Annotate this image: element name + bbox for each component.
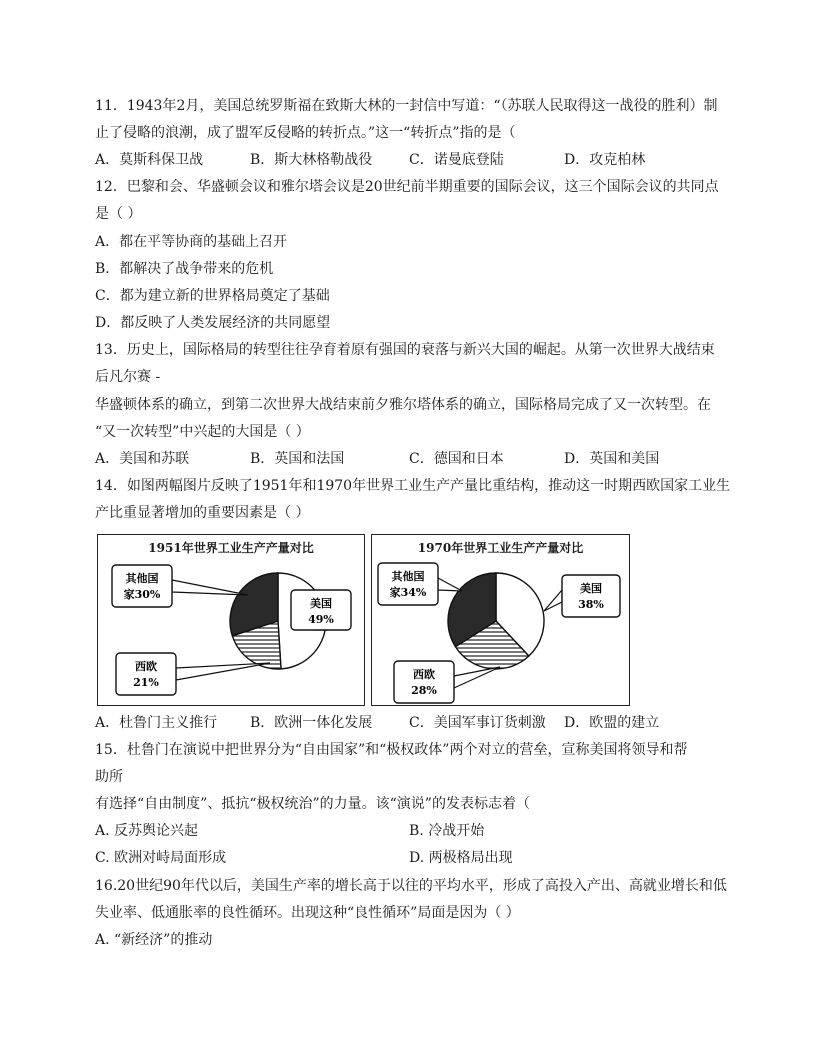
callout-value-usa: 38% — [578, 598, 604, 611]
q14-option-a: A．杜鲁门主义推行 — [95, 715, 218, 731]
q11-stem-line1: 11．1943年2月，美国总统罗斯福在致斯大林的一封信中写道：“（苏联人民取得这一战役的胜利）制 — [95, 98, 718, 114]
q14-stem-line1: 14．如图两幅图片反映了1951年和1970年世界工业生产产量比重结构，推动这一时期西欧国家工业生 — [95, 478, 731, 494]
pie-chart-1970-svg — [372, 535, 629, 705]
callout-western-europe — [116, 653, 270, 695]
q12-option-a: A．都在平等协商的基础上召开 — [95, 234, 288, 250]
q16-stem-line2: 失业率、低通胀率的良性循环。出现这种“良性循环”局面是因为（ ） — [95, 905, 520, 921]
callout-value-usa: 49% — [308, 613, 334, 626]
q13-stem-line4: “又一次转型”中兴起的大国是（ ） — [95, 424, 310, 440]
callout-usa — [544, 575, 620, 617]
callout-label-other-countries: 其他国 — [125, 572, 159, 585]
q11-option-a: A．莫斯科保卫战 — [95, 152, 204, 168]
q14-option-b: B．欧洲一体化发展 — [250, 715, 373, 731]
q11-option-d: D．攻克柏林 — [564, 152, 646, 168]
q12-option-d: D．都反映了人类发展经济的共同愿望 — [95, 315, 331, 331]
q13-option-b: B．英国和法国 — [250, 451, 345, 467]
q13-stem-line2: 后凡尔赛 - — [95, 369, 161, 385]
q15-option-d: D. 两极格局出现 — [409, 850, 513, 866]
callout-usa — [291, 590, 351, 630]
q16-option-a: A. “新经济”的推动 — [95, 932, 213, 948]
chart-title-1970: 1970年世界工业生产产量对比 — [417, 541, 584, 555]
q15-option-a: A. 反苏舆论兴起 — [95, 823, 199, 839]
callout-label-other-countries: 其他国 — [391, 570, 425, 583]
callout-value-western-europe: 21% — [133, 676, 159, 689]
q14-option-c: C．美国军事订货刺激 — [409, 715, 546, 731]
q13-stem-line1: 13．历史上，国际格局的转型往往孕育着原有强国的衰落与新兴大国的崛起。从第一次世界大战结束 — [95, 342, 715, 358]
q13-stem-line3: 华盛顿体系的确立，到第二次世界大战结束前夕雅尔塔体系的确立，国际格局完成了又一次转型。在 — [95, 397, 711, 413]
q16-stem-line1: 16.20世纪90年代以后，美国生产率的增长高于以往的平均水平，形成了高投入产出、高就业增长和低 — [95, 878, 727, 894]
callout-other-countries — [378, 563, 462, 605]
callout-other-countries — [112, 565, 248, 607]
q14-option-d: D．欧盟的建立 — [564, 715, 660, 731]
callout-label-usa: 美国 — [580, 582, 602, 595]
chart-title-1951: 1951年世界工业生产产量对比 — [148, 541, 314, 555]
q15-option-b: B. 冷战开始 — [409, 823, 485, 839]
q11-option-b: B．斯大林格勒战役 — [250, 152, 373, 168]
q15-stem-line2: 助所 — [95, 769, 123, 785]
pie-chart-1951 — [97, 534, 365, 706]
q15-option-c: C. 欧洲对峙局面形成 — [95, 850, 227, 866]
q15-stem-line3: 有选择“自由制度”、抵抗“极权统治”的力量。该“演说”的发表标志着（ — [95, 796, 530, 812]
q13-option-a: A．美国和苏联 — [95, 451, 190, 467]
callout-value-western-europe: 28% — [411, 684, 437, 697]
callout-value-other-countries: 家30% — [123, 588, 161, 601]
q11-option-c: C．诺曼底登陆 — [409, 152, 504, 168]
q12-stem-line1: 12．巴黎和会、华盛顿会议和雅尔塔会议是20世纪前半期重要的国际会议，这三个国际会议的共同点 — [95, 179, 719, 195]
q12-option-b: B．都解决了战争带来的危机 — [95, 261, 274, 277]
callout-value-other-countries: 家34% — [389, 586, 427, 599]
q15-stem-line1: 15．杜鲁门在演说中把世界分为“自由国家”和“极权政体”两个对立的营垒，宣称美国将领导和帮 — [95, 742, 688, 758]
callout-label-western-europe: 西欧 — [413, 668, 435, 681]
q11-stem-line2: 止了侵略的浪潮，成了盟军反侵略的转折点。”这一“转折点”指的是（ — [95, 125, 516, 141]
q13-option-d: D．英国和美国 — [564, 451, 660, 467]
callout-label-western-europe: 西欧 — [135, 660, 157, 673]
q12-stem-line2: 是（ ） — [95, 206, 142, 222]
pie-chart-1970 — [371, 534, 630, 706]
q13-option-c: C．德国和日本 — [409, 451, 504, 467]
q14-stem-line2: 产比重显著增加的重要因素是（ ） — [95, 505, 310, 521]
pie-chart-1951-svg — [98, 535, 364, 705]
callout-label-usa: 美国 — [310, 597, 332, 610]
q12-option-c: C．都为建立新的世界格局奠定了基础 — [95, 288, 330, 304]
